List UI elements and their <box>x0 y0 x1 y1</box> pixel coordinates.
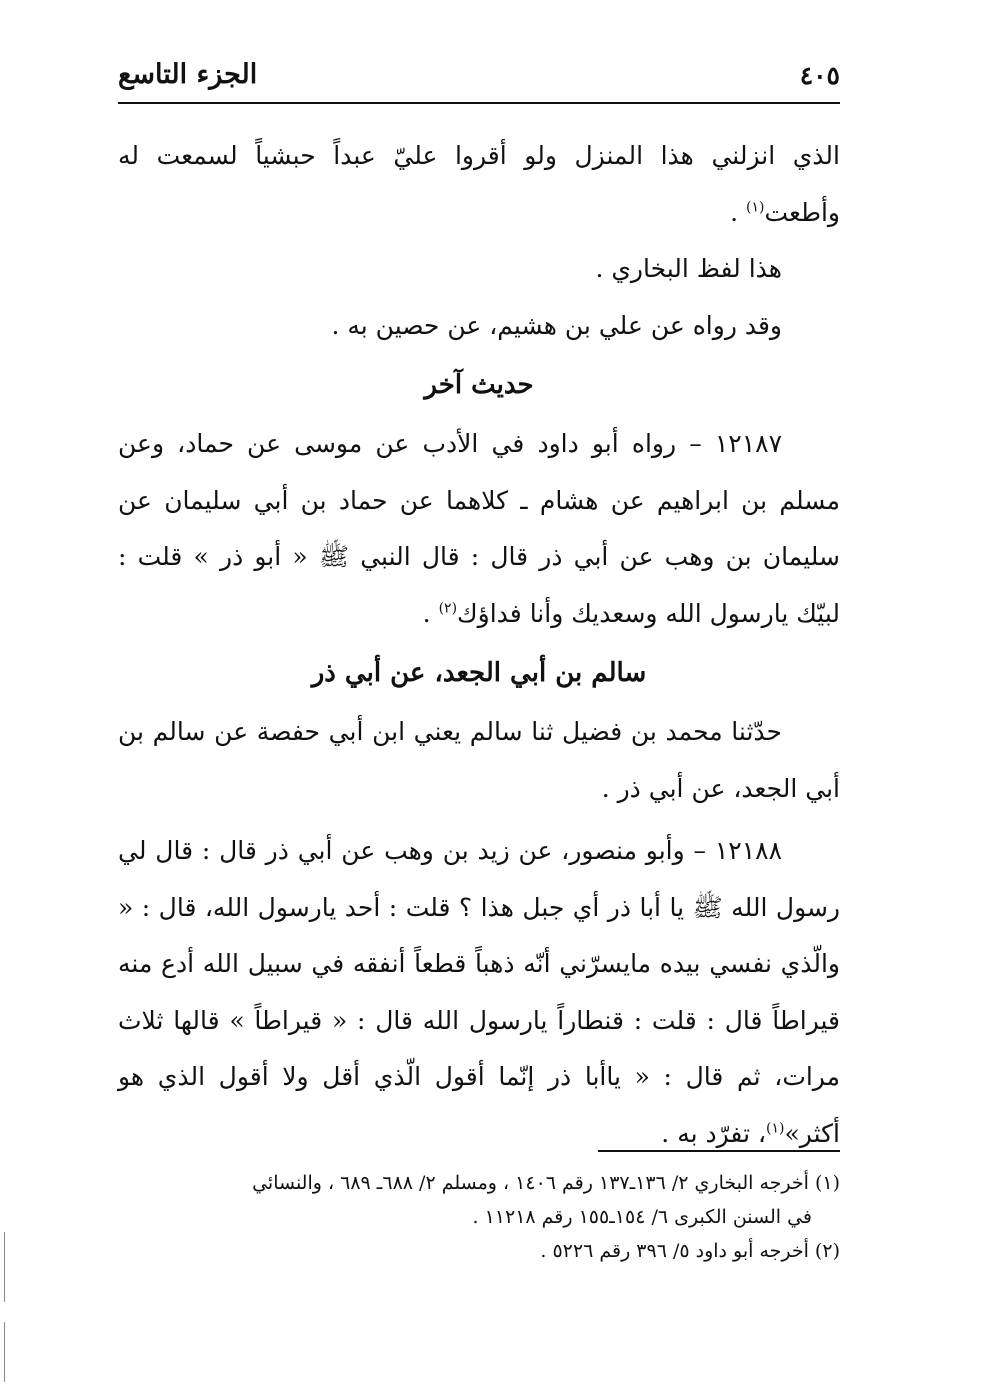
section-heading: حديث آخر <box>424 370 534 400</box>
footnote-marker: (١) <box>766 1120 785 1137</box>
paragraph <box>118 128 840 241</box>
scan-margin-mark <box>4 1322 5 1382</box>
paragraph-text: ١٢١٨٨ – وأبو منصور، عن زيد بن وهب عن أبي ذر قال : قال لي رسول الله ﷺ يا أبا ذر أي جبل هذا ؟ قلت : أحد يارسول الله، قال : « والّذي نفسي بيده مايسرّني أنّه ذهباً قطعاً أنفقه في سبيل الله أدع منه قيراطاً قال : قلت : قنطاراً يارسول الله قال : « قيراطاً » قالها ثلاث مرات، ثم قال : « ياأبا ذر إنّما أقول الّذي أقل ولا أقول الذي هو أكثر» <box>118 836 840 1148</box>
chain-paragraph: حدّثنا محمد بن فضيل ثنا سالم يعني ابن أبي حفصة عن سالم بن أبي الجعد، عن أبي ذر . <box>118 717 840 803</box>
running-title: الجزء التاسع <box>118 59 258 90</box>
footnote-continuation: في السنن الكبرى ٦/ ١٥٤ـ١٥٥ رقم ١١٢١٨ . <box>472 1206 812 1228</box>
footnote: (٢) أخرجه أبو داود ٥/ ٣٩٦ رقم ٥٢٢٦ . <box>540 1240 840 1262</box>
paragraph: هذا لفظ البخاري . <box>595 254 782 283</box>
header-rule <box>118 102 840 104</box>
footnotes <box>118 1166 840 1268</box>
paragraph: وقد رواه عن علي بن هشيم، عن حصين به . <box>331 310 782 340</box>
paragraph-text: ، تفرّد به . <box>661 1118 767 1148</box>
paragraph-text: . <box>422 598 439 628</box>
footnote: (١) أخرجه البخاري ٢/ ١٣٦ـ١٣٧ رقم ١٤٠٦ ، ومسلم ٢/ ٦٨٨ـ ٦٨٩ ، والنسائي <box>252 1172 840 1194</box>
page-number: ٤٠٥ <box>799 61 840 90</box>
hadith-paragraph <box>118 416 840 642</box>
main-text <box>118 128 840 1162</box>
hadith-paragraph <box>118 823 840 1162</box>
paragraph-text: . <box>730 197 746 227</box>
section-heading: سالم بن أبي الجعد، عن أبي ذر <box>311 658 647 688</box>
footnote-marker: (١) <box>746 199 765 216</box>
paragraph-text: ١٢١٨٧ – رواه أبو داود في الأدب عن موسى عن حماد، وعن مسلم بن ابراهيم عن هشام ـ كلاهما عن حماد بن أبي سليمان عن سليمان بن وهب عن أبي ذر قال : قال النبي ﷺ « أبو ذر » قلت : لبيّك يارسول الله وسعديك وأنا فداؤك <box>118 429 840 628</box>
paragraph-text: الذي انزلني هذا المنزل ولو أقروا عليّ عبداً حبشياً لسمعت له وأطعت <box>118 141 840 227</box>
footnote-rule <box>598 1150 840 1152</box>
scan-margin-mark <box>4 1232 5 1302</box>
footnote-marker: (٢) <box>438 600 458 617</box>
page-header <box>118 55 840 101</box>
